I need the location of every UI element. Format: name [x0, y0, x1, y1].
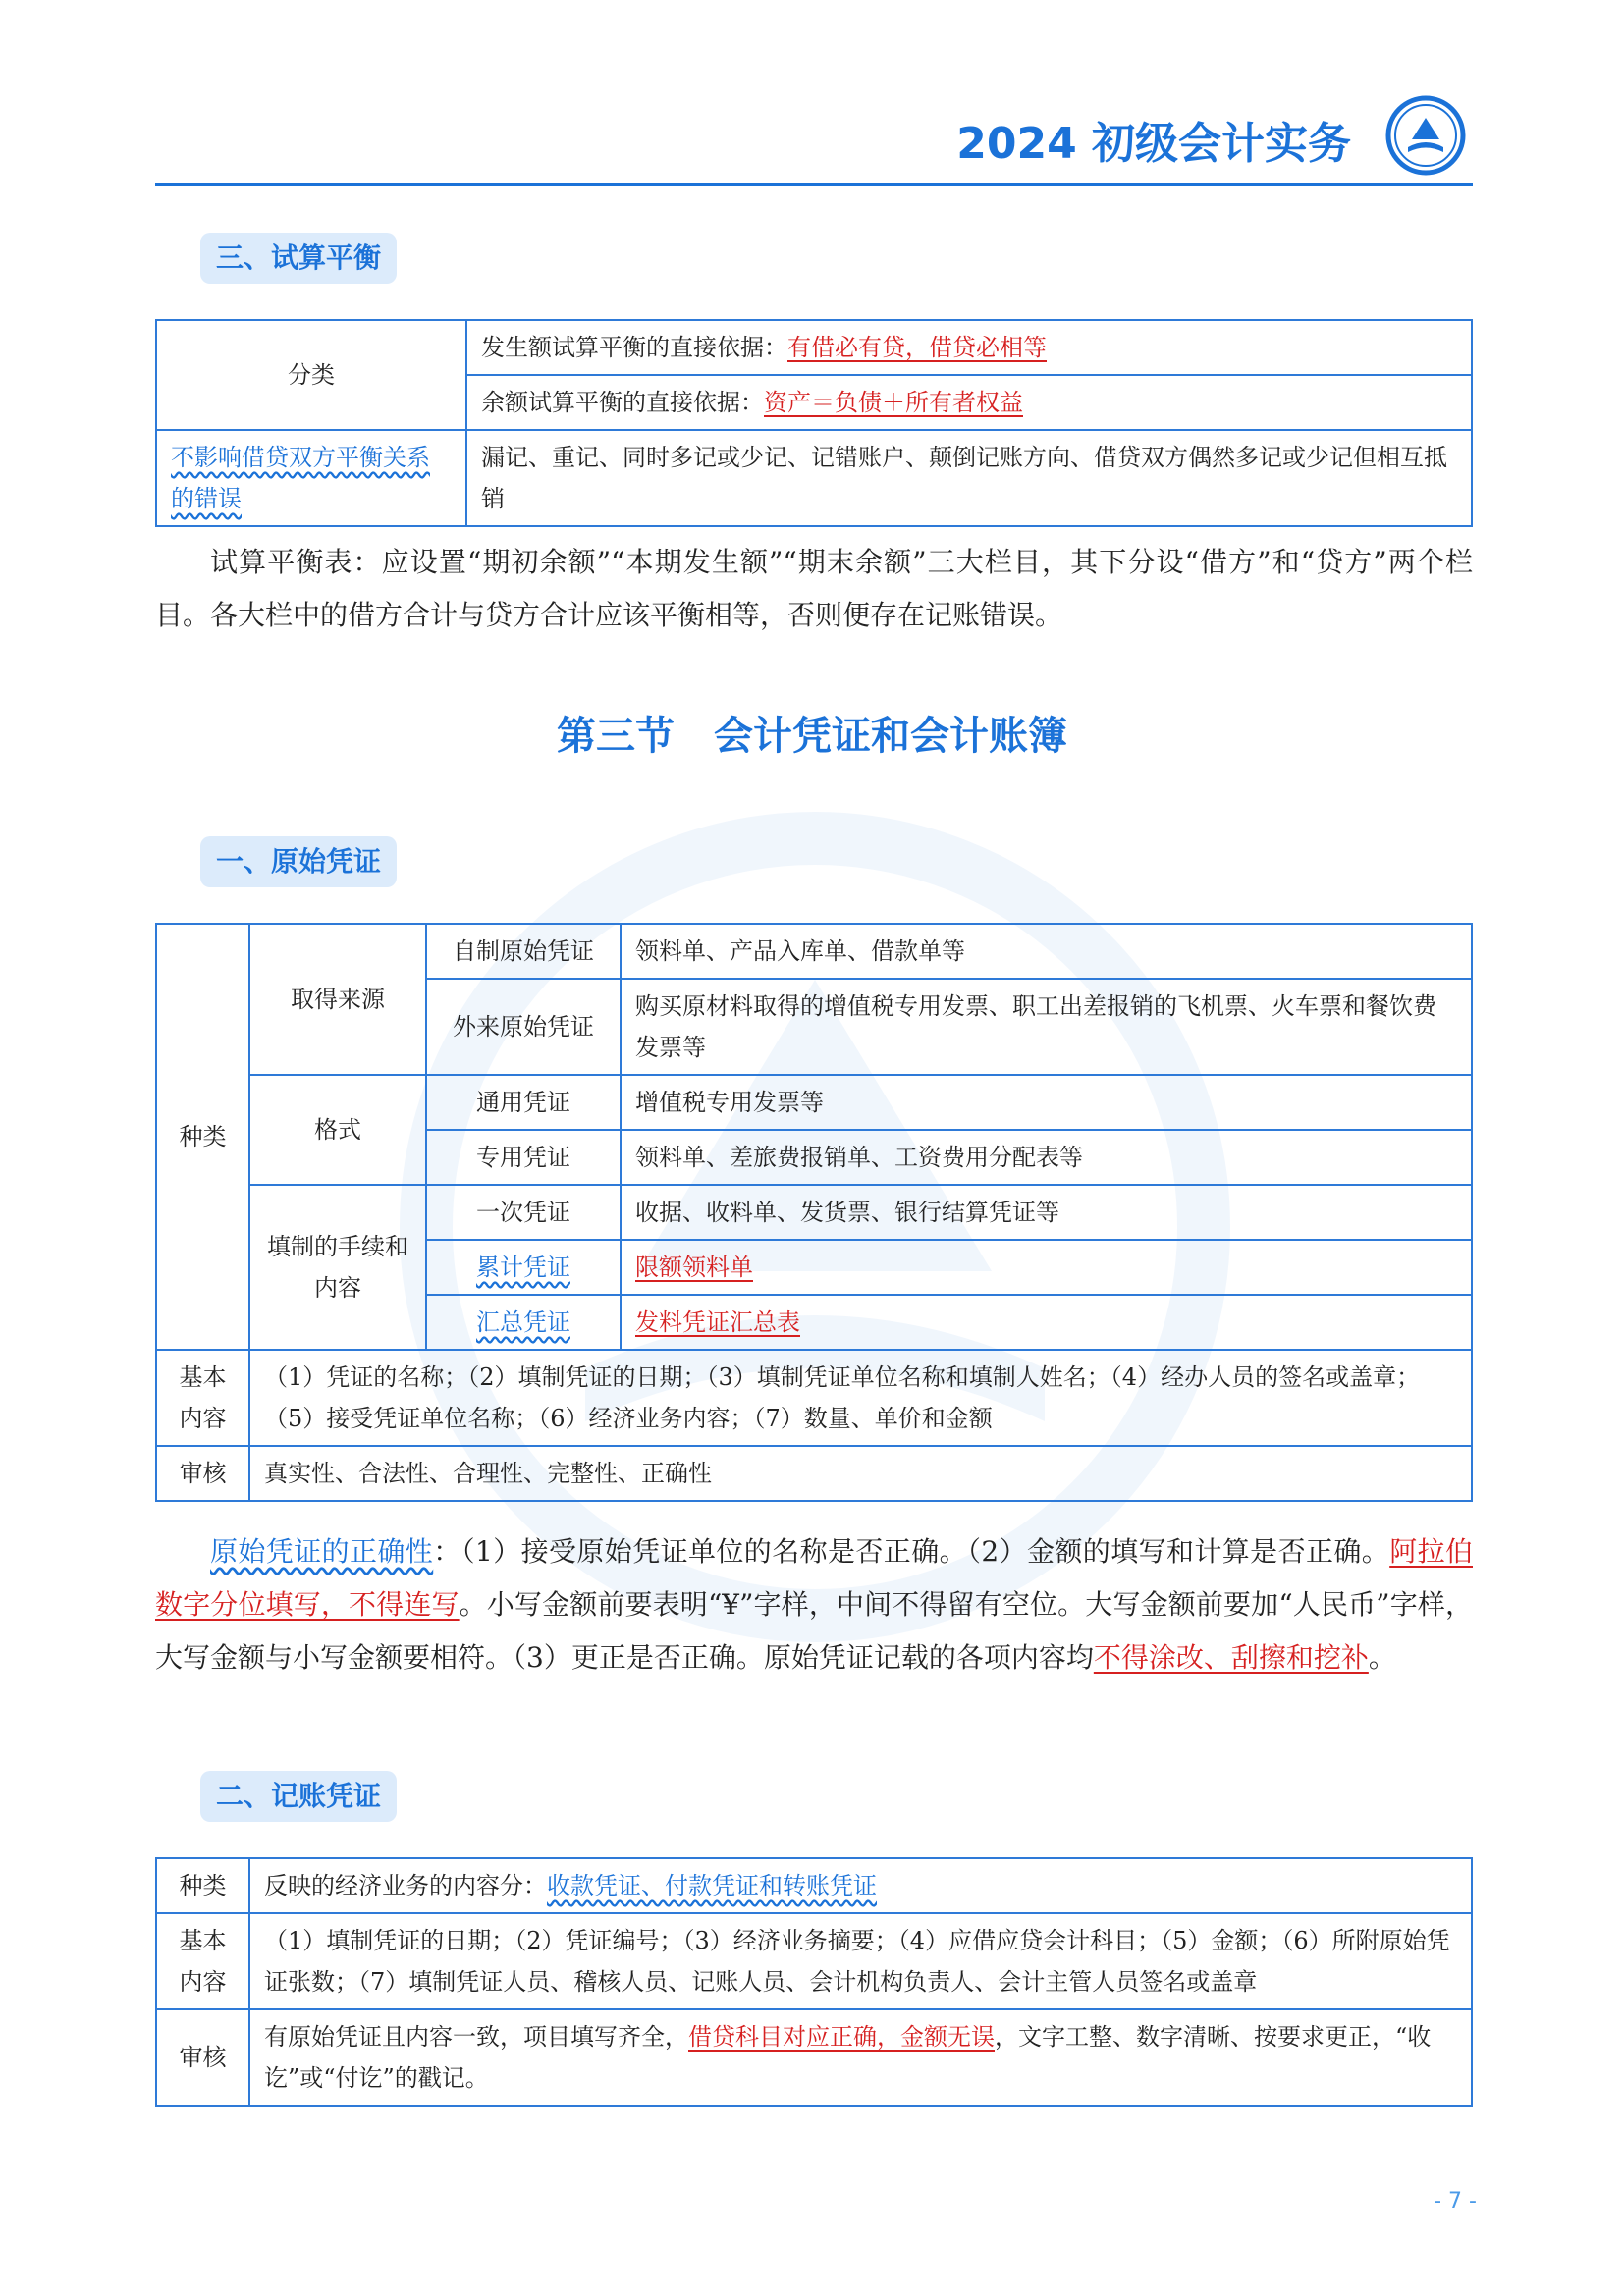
cell: 累计凭证 [426, 1240, 621, 1295]
cell: 通用凭证 [426, 1075, 621, 1130]
cell: 限额领料单 [621, 1240, 1472, 1295]
cell: 增值税专用发票等 [621, 1075, 1472, 1130]
original-voucher-table [155, 923, 1473, 1502]
section-tag-trial-balance: 三、试算平衡 [200, 233, 397, 284]
table-row [156, 1858, 1472, 1913]
trial-balance-table [155, 319, 1473, 527]
errors-text-cell: 漏记、重记、同时多记或少记、记错账户、颠倒记账方向、借贷双方偶然多记或少记但相互抵销 [466, 430, 1472, 526]
table-row [156, 1185, 1472, 1240]
cell: 专用凭证 [426, 1130, 621, 1185]
cell: 汇总凭证 [426, 1295, 621, 1350]
chapter-title: 第三节 会计凭证和会计账簿 [557, 714, 1067, 759]
original-voucher-paragraph: 原始凭证的正确性：（1）接受原始凭证单位的名称是否正确。（2）金额的填写和计算是否正确。阿拉伯数字分位填写，不得连写。小写金额前要表明“¥”字样，中间不得留有空位。大写金额前要加“人民币”字样，大写金额与小写金额要相符。（3）更正是否正确。原始凭证记载的各项内容均不得涂改、刮擦和挖补。 [155, 1535, 1473, 1674]
procedure-cell: 填制的手续和内容 [249, 1185, 426, 1350]
kinds-cell: 种类 [156, 1858, 249, 1913]
basic-label-cell: 基本内容 [156, 1350, 249, 1446]
basic-text-cell: （1）凭证的名称；（2）填制凭证的日期；（3）填制凭证单位名称和填制人姓名；（4）经办人员的签名或盖章；（5）接受凭证单位名称；（6）经济业务内容；（7）数量、单价和金额 [249, 1350, 1472, 1446]
bookkeeping-voucher-table [155, 1857, 1473, 2107]
section-tag-bookkeeping-voucher: 二、记账凭证 [200, 1771, 397, 1822]
errors-label-cell: 不影响借贷双方平衡关系的错误 [156, 430, 466, 526]
cell: 外来原始凭证 [426, 979, 621, 1075]
audit-text-cell: 真实性、合法性、合理性、完整性、正确性 [249, 1446, 1472, 1501]
classify-cell: 分类 [156, 320, 466, 430]
cell: 自制原始凭证 [426, 924, 621, 979]
audit-label-cell: 审核 [156, 2009, 249, 2106]
header-title: 2024 初级会计实务 [956, 119, 1351, 169]
table-row [156, 2009, 1472, 2106]
table-row [156, 1446, 1472, 1501]
cell: 收据、收料单、发货票、银行结算凭证等 [621, 1185, 1472, 1240]
table-row [156, 1913, 1472, 2009]
table-row [156, 1350, 1472, 1446]
table-row [156, 320, 1472, 375]
cell: 一次凭证 [426, 1185, 621, 1240]
basic-text-cell: （1）填制凭证的日期；（2）凭证编号；（3）经济业务摘要；（4）应借应贷会计科目；（5）金额；（6）所附原始凭证张数；（7）填制凭证人员、稽核人员、记账人员、会计机构负责人、会计主管人员签名或盖章 [249, 1913, 1472, 2009]
basic-label-cell: 基本内容 [156, 1913, 249, 2009]
cell: 领料单、差旅费报销单、工资费用分配表等 [621, 1130, 1472, 1185]
cell: 发生额试算平衡的直接依据：有借必有贷，借贷必相等 [466, 320, 1472, 375]
cell: 领料单、产品入库单、借款单等 [621, 924, 1472, 979]
cell: 发料凭证汇总表 [621, 1295, 1472, 1350]
format-cell: 格式 [249, 1075, 426, 1185]
table-row [156, 924, 1472, 979]
table-row [156, 430, 1472, 526]
page-number: - 7 - [1434, 2189, 1477, 2214]
audit-text-cell: 有原始凭证且内容一致，项目填写齐全，借贷科目对应正确，金额无误，文字工整、数字清晰、按要求更正，“收讫”或“付讫”的戳记。 [249, 2009, 1472, 2106]
table-row [156, 1075, 1472, 1130]
kinds-cell: 种类 [156, 924, 249, 1350]
header-divider [155, 183, 1473, 186]
cell: 余额试算平衡的直接依据：资产＝负债＋所有者权益 [466, 375, 1472, 430]
source-cell: 取得来源 [249, 924, 426, 1075]
brand-logo-icon [1384, 94, 1467, 177]
cell: 购买原材料取得的增值税专用发票、职工出差报销的飞机票、火车票和餐饮费发票等 [621, 979, 1472, 1075]
audit-label-cell: 审核 [156, 1446, 249, 1501]
cell: 反映的经济业务的内容分：收款凭证、付款凭证和转账凭证 [249, 1858, 1472, 1913]
trial-balance-paragraph: 试算平衡表：应设置“期初余额”“本期发生额”“期末余额”三大栏目，其下分设“借方”和“贷方”两个栏目。各大栏中的借方合计与贷方合计应该平衡相等，否则便存在记账错误。 [155, 546, 1473, 631]
section-tag-original-voucher: 一、原始凭证 [200, 836, 397, 887]
